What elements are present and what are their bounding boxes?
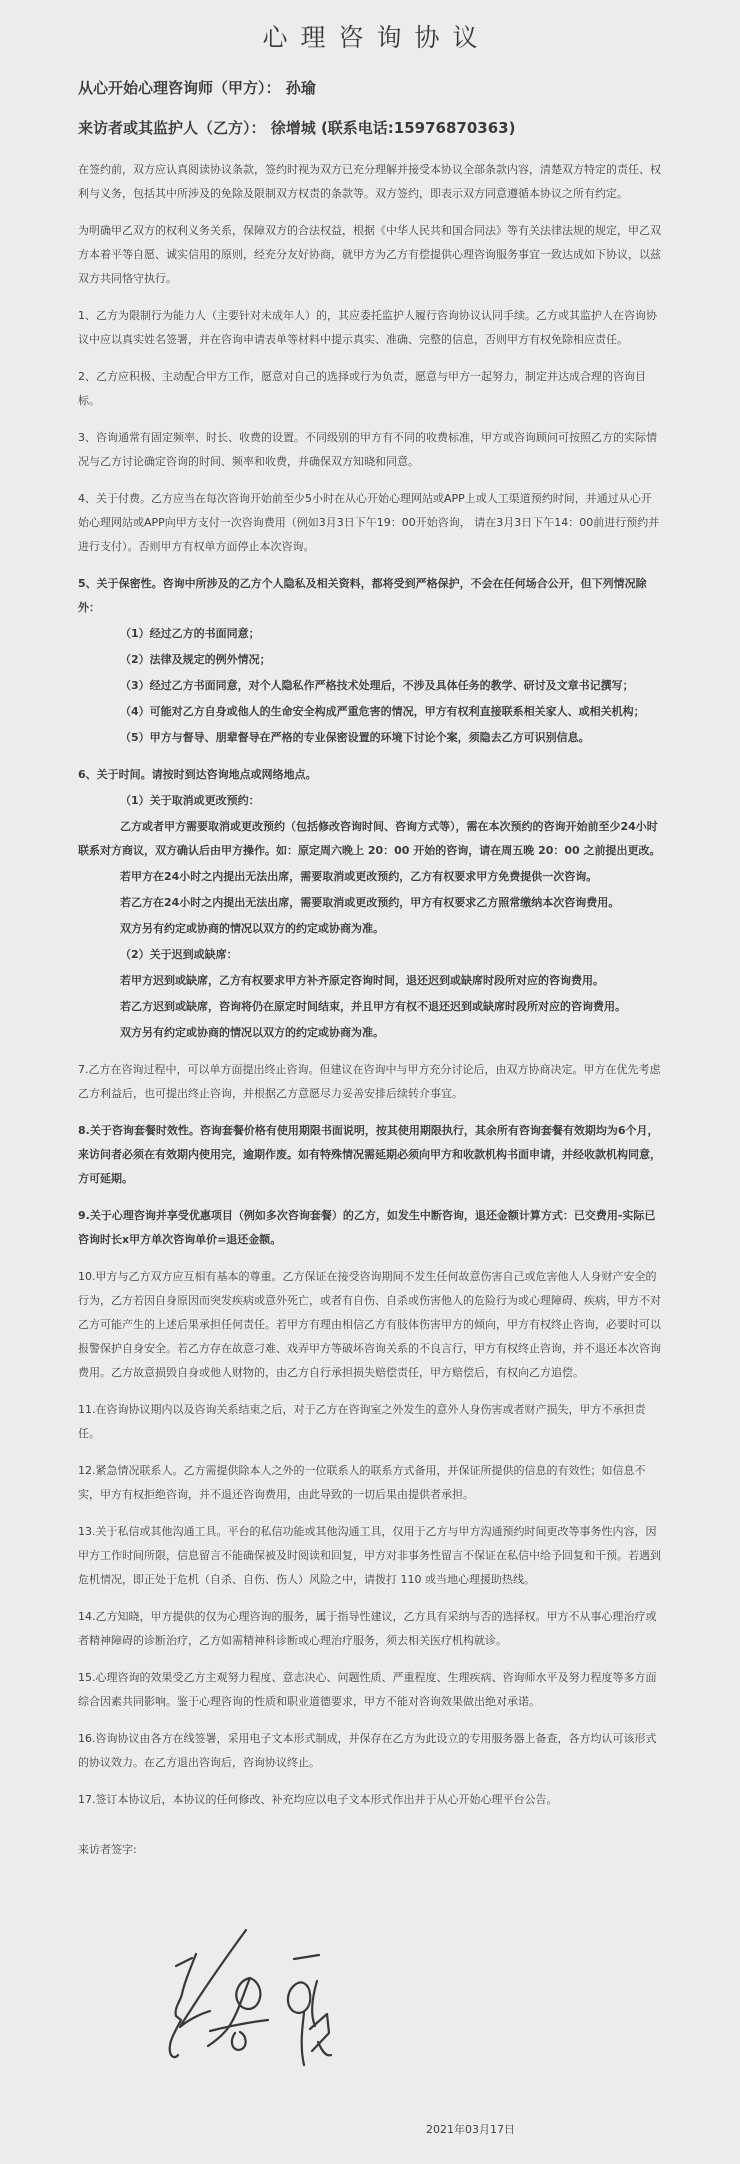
clause-3: 3、咨询通常有固定频率、时长、收费的设置。不同级别的甲方有不同的收费标准，甲方或咨询顾问可按照乙方的实际情况与乙方讨论确定咨询的时间、频率和收费，并确保双方知晓和同意。 bbox=[78, 431, 657, 468]
clause-6-text: 双方另有约定或协商的情况以双方的约定或协商为准。 bbox=[120, 1026, 384, 1039]
clause-16: 16.咨询协议由各方在线签署，采用电子文本形式制成，并保存在乙方为此设立的专用服务器上备查，各方均认可该形式的协议效力。在乙方退出咨询后，咨询协议终止。 bbox=[78, 1732, 657, 1769]
intro-paragraph: 为明确甲乙双方的权利义务关系，保障双方的合法权益，根据《中华人民共和国合同法》等有关法律法规的规定，甲乙双方本着平等自愿、诚实信用的原则，经充分友好协商，就甲方为乙方有偿提供心理咨询服务事宜一致达成如下协议，以兹双方共同恪守执行。 bbox=[78, 224, 661, 285]
clause-5-item-1: （1）经过乙方的书面同意； bbox=[120, 627, 260, 640]
clause-1: 1、乙方为限制行为能力人（主要针对未成年人）的，其应委托监护人履行咨询协议认同手续。乙方或其监护人在咨询协议中应以真实姓名签署，并在咨询申请表单等材料中提示真实、准确、完整的信息，否则甲方有权免除相应责任。 bbox=[78, 309, 657, 346]
clause-5-item-2: （2）法律及规定的例外情况； bbox=[120, 653, 271, 666]
clause-14: 14.乙方知晓，甲方提供的仅为心理咨询的服务，属于指导性建议，乙方具有采纳与否的选择权。甲方不从事心理治疗或者精神障碍的诊断治疗，乙方如需精神科诊断或心理治疗服务，须去相关医疗机构就诊。 bbox=[78, 1610, 657, 1647]
clause-6-sub-2: （2）关于迟到或缺席： bbox=[120, 948, 238, 961]
clause-2: 2、乙方应积极、主动配合甲方工作，愿意对自己的选择或行为负责，愿意与甲方一起努力，制定并达成合理的咨询目标。 bbox=[78, 370, 646, 407]
party-a-line: 从心开始心理咨询师（甲方）： 孙瑜 bbox=[78, 79, 316, 97]
clause-6-text: 若甲方在24小时之内提出无法出席，需要取消或更改预约，乙方有权要求甲方免费提供一次咨询。 bbox=[120, 870, 598, 883]
clause-5: 5、关于保密性。咨询中所涉及的乙方个人隐私及相关资料，都将受到严格保护，不会在任何场合公开，但下列情况除外： bbox=[78, 577, 647, 614]
clause-12: 12.紧急情况联系人。乙方需提供除本人之外的一位联系人的联系方式备用，并保证所提供的信息的有效性；如信息不实，甲方有权拒绝咨询，并不退还咨询费用，由此导致的一切后果由提供者承担。 bbox=[78, 1464, 646, 1501]
signature-date: 2021年03月17日 bbox=[426, 2123, 515, 2136]
clause-10: 10.甲方与乙方双方应互相有基本的尊重。乙方保证在接受咨询期间不发生任何故意伤害自己或危害他人人身财产安全的行为，乙方若因自身原因而突发疾病或意外死亡，或者有自伤、自杀或伤害他人的危险行为或心理障碍、疾病，甲方不对乙方可能产生的上述后果承担任何责任。若甲方有理由相信乙方有肢体伤害甲方的倾向，甲方有权终止咨询，必要时可以报警保护自身安全。若乙方存在故意刁难、戏弄甲方等破坏咨询关系的不良言行，甲方有权终止咨询，并不退还本次咨询费用。乙方故意损毁自身或他人财物的，由乙方自行承担损失赔偿责任，甲方赔偿后，有权向乙方追偿。 bbox=[78, 1270, 661, 1379]
clause-6-text: 双方另有约定或协商的情况以双方的约定或协商为准。 bbox=[120, 922, 384, 935]
clause-13: 13.关于私信或其他沟通工具。平台的私信功能或其他沟通工具，仅用于乙方与甲方沟通预约时间更改等事务性内容，因甲方工作时间所限，信息留言不能确保被及时阅读和回复，甲方对非事务性留言不保证在私信中给予回复和干预。若遇到危机情况，即正处于危机（自杀、自伤、伤人）风险之中，请拨打 110 或当地心理援助热线。 bbox=[78, 1525, 661, 1586]
party-b-line: 来访者或其监护人（乙方）： 徐增城 (联系电话:15976870363) bbox=[78, 119, 516, 137]
clause-5-item-5: （5）甲方与督导、朋辈督导在严格的专业保密设置的环境下讨论个案，须隐去乙方可识别信息。 bbox=[120, 731, 590, 744]
clause-6-text: 若乙方在24小时之内提出无法出席，需要取消或更改预约，甲方有权要求乙方照常缴纳本次咨询费用。 bbox=[120, 896, 620, 909]
clause-5-item-4: （4）可能对乙方自身或他人的生命安全构成严重危害的情况，甲方有权利直接联系相关家人、或相关机构； bbox=[120, 705, 645, 718]
clause-5-item-3: （3）经过乙方书面同意，对个人隐私作严格技术处理后，不涉及具体任务的教学、研讨及文章书记撰写； bbox=[120, 679, 634, 692]
clause-6-text: 若甲方迟到或缺席，乙方有权要求甲方补齐原定咨询时间，退还迟到或缺席时段所对应的咨询费用。 bbox=[120, 974, 604, 987]
clause-6: 6、关于时间。请按时到达咨询地点或网络地点。 bbox=[78, 768, 317, 781]
clause-9: 9.关于心理咨询并享受优惠项目（例如多次咨询套餐）的乙方，如发生中断咨询，退还金额计算方式：已交费用-实际已咨询时长x甲方单次咨询单价=退还金额。 bbox=[78, 1209, 656, 1246]
signature-image bbox=[154, 1926, 334, 2076]
clause-11: 11.在咨询协议期内以及咨询关系结束之后，对于乙方在咨询室之外发生的意外人身伤害或者财产损失，甲方不承担责任。 bbox=[78, 1403, 646, 1440]
clause-6-sub-1: （1）关于取消或更改预约： bbox=[120, 794, 260, 807]
intro-paragraph: 在签约前，双方应认真阅读协议条款，签约时视为双方已充分理解并接受本协议全部条款内容，清楚双方特定的责任、权利与义务，包括其中所涉及的免除及限制双方权责的条款等。双方签约，即表示双方同意遵循本协议之所有约定。 bbox=[78, 163, 661, 200]
clause-8: 8.关于咨询套餐时效性。咨询套餐价格有使用期限书面说明，按其使用期限执行，其余所有咨询套餐有效期均为6个月，来访问者必须在有效期内使用完，逾期作废。如有特殊情况需延期必须向甲方和收款机构书面申请，并经收款机构同意，方可延期。 bbox=[78, 1124, 661, 1185]
page-title: 心理咨询协议 bbox=[262, 23, 491, 52]
clause-7: 7.乙方在咨询过程中，可以单方面提出终止咨询。但建议在咨询中与甲方充分讨论后，由双方协商决定。甲方在优先考虑乙方利益后，也可提出终止咨询，并根据乙方意愿尽力妥善安排后续转介事宜。 bbox=[78, 1063, 661, 1100]
clause-6-text: 若乙方迟到或缺席，咨询将仍在原定时间结束，并且甲方有权不退还迟到或缺席时段所对应的咨询费用。 bbox=[120, 1000, 626, 1013]
clause-4: 4、关于付费。乙方应当在每次咨询开始前至少5小时在从心开始心理网站或APP上或人工渠道预约时间，并通过从心开始心理网站或APP向甲方支付一次咨询费用（例如3月3日下午19：00开始咨询， 请在3月3日下午14：00前进行预约并进行支付）。否则甲方有权单方面停止本次咨询。 bbox=[78, 492, 660, 553]
clause-17: 17.签订本协议后，本协议的任何修改、补充均应以电子文本形式作出并于从心开始心理平台公告。 bbox=[78, 1793, 558, 1806]
visitor-signature-label: 来访者签字: bbox=[78, 1843, 137, 1856]
clause-15: 15.心理咨询的效果受乙方主观努力程度、意志决心、问题性质、严重程度、生理疾病、咨询师水平及努力程度等多方面综合因素共同影响。鉴于心理咨询的性质和职业道德要求，甲方不能对咨询效果做出绝对承诺。 bbox=[78, 1671, 657, 1708]
clause-6-text: 乙方或者甲方需要取消或更改预约（包括修改咨询时间、咨询方式等），需在本次预约的咨询开始前至少24小时联系对方商议，双方确认后由甲方操作。如：原定周六晚上 20：00 开始的咨询，请在周五晚 20：00 之前提出更改。 bbox=[78, 820, 661, 857]
